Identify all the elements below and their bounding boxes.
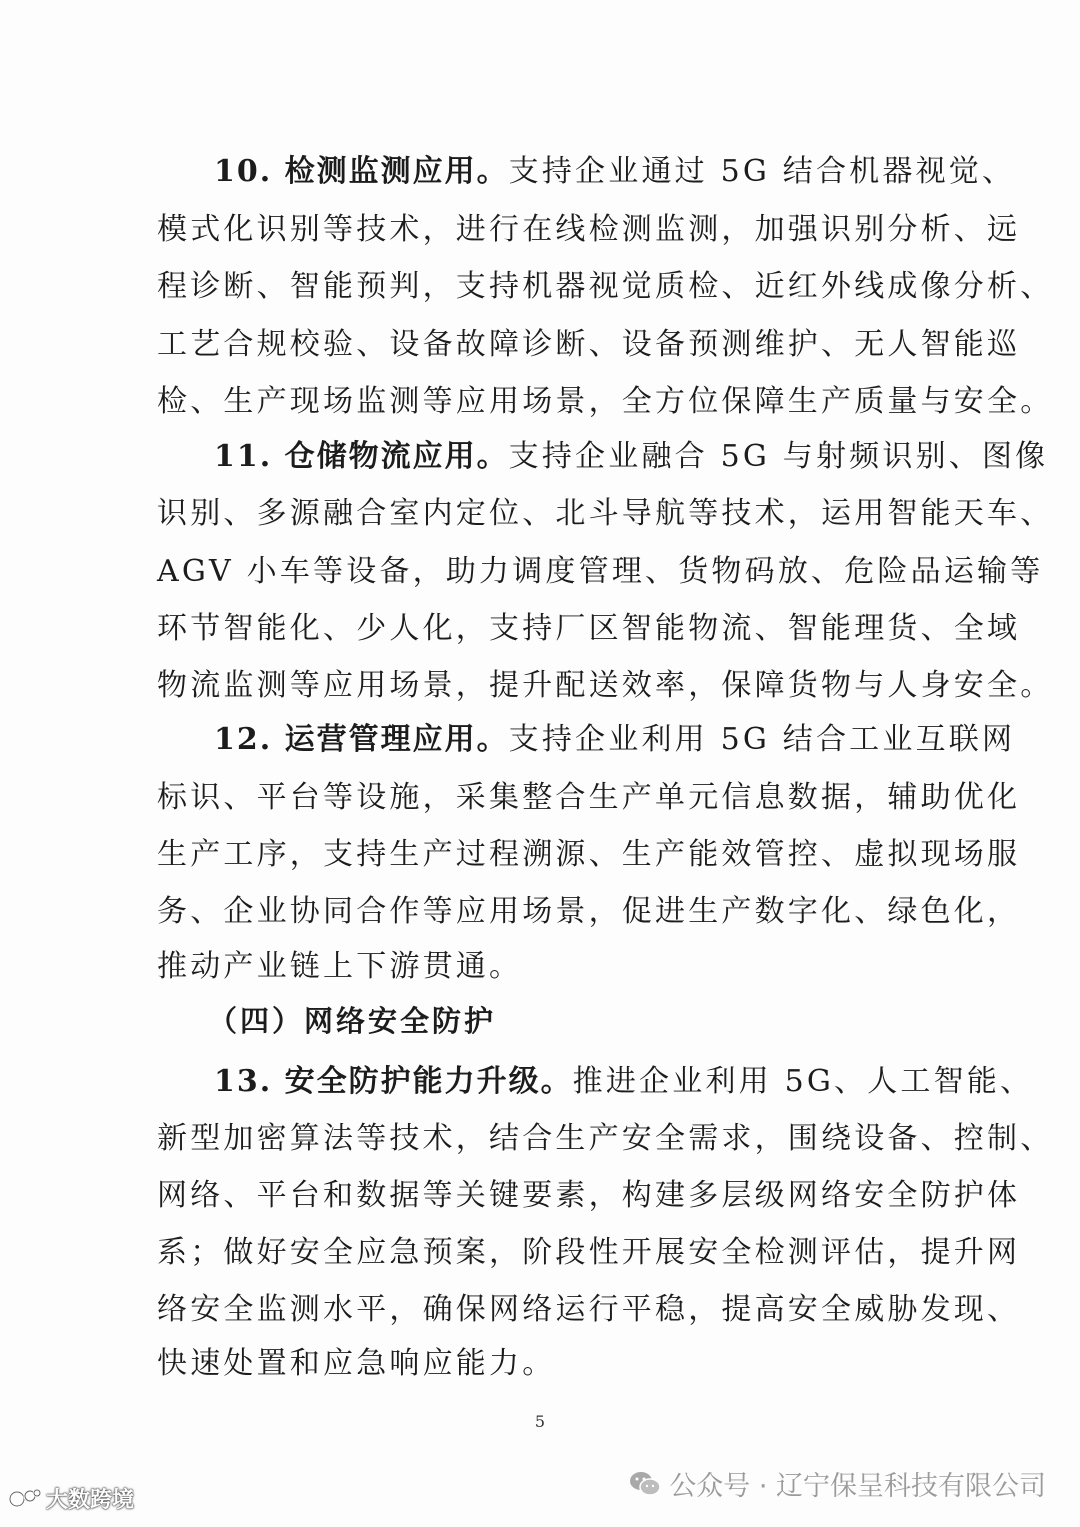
paragraph-10-line-3: 程诊断、智能预判，支持机器视觉质检、近红外线成像分析、	[157, 269, 1054, 304]
paragraph-10-heading: 10. 检测监测应用。	[214, 154, 509, 189]
paragraph-12-heading: 12. 运营管理应用。	[214, 722, 509, 757]
paragraph-11-line-1	[214, 437, 1048, 477]
wechat-icon	[629, 1470, 661, 1498]
brand-watermark	[8, 1483, 134, 1514]
paragraph-13-heading: 13. 安全防护能力升级。	[214, 1064, 573, 1099]
paragraph-13-line-6: 快速处置和应急响应能力。	[157, 1346, 556, 1381]
paragraph-11-line-4: 环节智能化、少人化，支持厂区智能物流、智能理货、全域	[157, 611, 1021, 646]
paragraph-13-text: 推进企业利用 5G、人工智能、	[572, 1064, 1034, 1099]
paragraph-12-line-5: 推动产业链上下游贯通。	[157, 949, 523, 984]
paragraph-13-line-1	[214, 1062, 1033, 1102]
paragraph-12-line-4: 务、企业协同合作等应用场景，促进生产数字化、绿色化，	[157, 894, 1021, 929]
page-number: 5	[534, 1412, 546, 1431]
paragraph-10-line-5: 检、生产现场监测等应用场景，全方位保障生产质量与安全。	[157, 384, 1054, 419]
paragraph-12-text: 支持企业利用 5G 结合工业互联网	[508, 722, 1016, 757]
paragraph-13-line-5: 络安全监测水平，确保网络运行平稳，提高安全威胁发现、	[157, 1292, 1021, 1327]
paragraph-10-line-2: 模式化识别等技术，进行在线检测监测，加强识别分析、远	[157, 212, 1021, 247]
wechat-watermark	[629, 1464, 1046, 1503]
paragraph-10-line-4: 工艺合规校验、设备故障诊断、设备预测维护、无人智能巡	[157, 327, 1021, 362]
paragraph-12-line-1	[214, 720, 1015, 760]
wechat-watermark-text: 公众号 · 辽宁保呈科技有限公司	[669, 1471, 1046, 1502]
paragraph-11-line-3: AGV 小车等设备，助力调度管理、货物码放、危险品运输等	[157, 554, 1044, 589]
paragraph-13-line-2: 新型加密算法等技术，结合生产安全需求，围绕设备、控制、	[157, 1121, 1054, 1156]
paragraph-10-text: 支持企业通过 5G 结合机器视觉、	[508, 154, 1016, 189]
paragraph-11-heading: 11. 仓储物流应用。	[214, 439, 509, 474]
paragraph-13-line-3: 网络、平台和数据等关键要素，构建多层级网络安全防护体	[157, 1178, 1021, 1213]
paragraph-12-line-3: 生产工序，支持生产过程溯源、生产能效管控、虚拟现场服	[157, 837, 1021, 872]
paragraph-11-text: 支持企业融合 5G 与射频识别、图像	[508, 439, 1049, 474]
paragraph-11-line-2: 识别、多源融合室内定位、北斗导航等技术，运用智能天车、	[157, 496, 1054, 531]
paragraph-12-line-2: 标识、平台等设施，采集整合生产单元信息数据，辅助优化	[157, 780, 1021, 815]
paragraph-10-line-1	[214, 152, 1015, 192]
logo-icon	[8, 1486, 42, 1512]
section-heading: （四）网络安全防护	[208, 1004, 497, 1038]
brand-watermark-text: 大数跨境	[46, 1488, 135, 1513]
paragraph-13-line-4: 系；做好安全应急预案，阶段性开展安全检测评估，提升网	[157, 1235, 1021, 1270]
paragraph-11-line-5: 物流监测等应用场景，提升配送效率，保障货物与人身安全。	[157, 668, 1054, 703]
